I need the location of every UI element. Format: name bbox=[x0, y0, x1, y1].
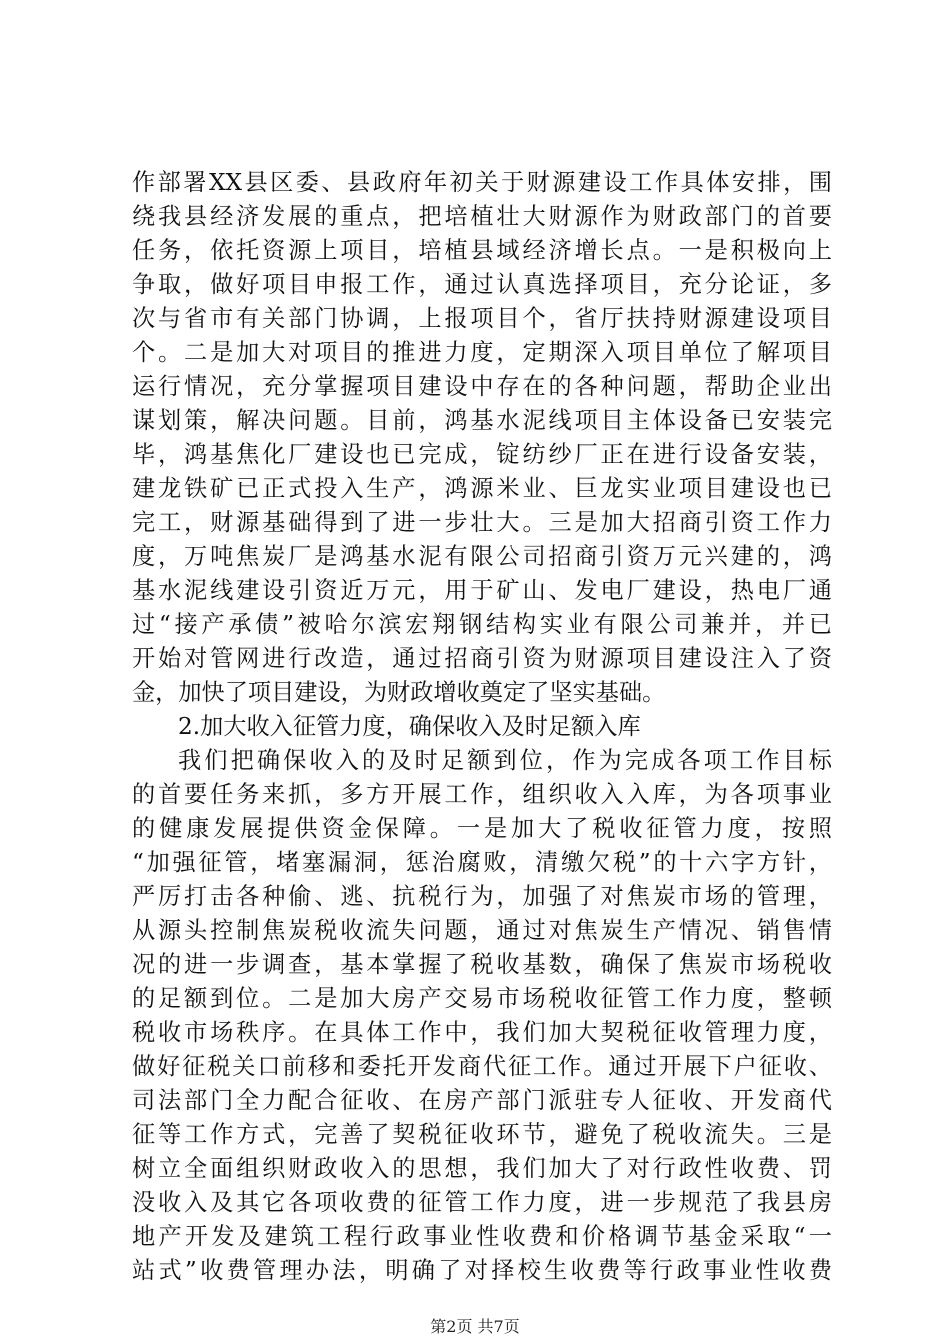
text-line: 树立全面组织财政收入的思想，我们加大了对行政性收费、罚 bbox=[132, 1155, 832, 1182]
text-line: 绕我县经济发展的重点，把培植壮大财源作为财政部门的首要 bbox=[132, 203, 832, 230]
text-line: 过“接产承债”被哈尔滨宏翔钢结构实业有限公司兼并，并已 bbox=[132, 611, 832, 638]
text-line: 税收市场秩序。在具体工作中，我们加大契税征收管理力度， bbox=[132, 1019, 832, 1046]
text-line: 作部署XX县区委、县政府年初关于财源建设工作具体安排，围 bbox=[132, 169, 832, 196]
text-line: 的健康发展提供资金保障。一是加大了税收征管力度，按照 bbox=[132, 815, 832, 842]
text-line: 个。二是加大对项目的推进力度，定期深入项目单位了解项目 bbox=[132, 339, 832, 366]
text-line: 严厉打击各种偷、逃、抗税行为，加强了对焦炭市场的管理， bbox=[132, 883, 832, 910]
text-line: 度，万吨焦炭厂是鸿基水泥有限公司招商引资万元兴建的，鸿 bbox=[132, 543, 832, 570]
text-line: 从源头控制焦炭税收流失问题，通过对焦炭生产情况、销售情 bbox=[132, 917, 832, 944]
text-line: 做好征税关口前移和委托开发商代征工作。通过开展下户征收、 bbox=[132, 1053, 832, 1080]
text-line: 谋划策，解决问题。目前，鸿基水泥线项目主体设备已安装完 bbox=[132, 407, 832, 434]
text-line: 我们把确保收入的及时足额到位，作为完成各项工作目标 bbox=[178, 747, 832, 774]
text-line: 征等工作方式，完善了契税征收环节，避免了税收流失。三是 bbox=[132, 1121, 832, 1148]
text-line: 没收入及其它各项收费的征管工作力度，进一步规范了我县房 bbox=[132, 1189, 832, 1216]
text-line: 站式”收费管理办法，明确了对择校生收费等行政事业性收费 bbox=[132, 1257, 832, 1284]
text-line: 的首要任务来抓，多方开展工作，组织收入入库，为各项事业 bbox=[132, 781, 832, 808]
page-number-footer: 第2页 共7页 bbox=[430, 1317, 520, 1336]
text-line: 金，加快了项目建设，为财政增收奠定了坚实基础。 bbox=[132, 679, 666, 706]
text-line: 的足额到位。二是加大房产交易市场税收征管工作力度，整顿 bbox=[132, 985, 832, 1012]
text-line: 运行情况，充分掌握项目建设中存在的各种问题，帮助企业出 bbox=[132, 373, 832, 400]
text-line: 完工，财源基础得到了进一步壮大。三是加大招商引资工作力 bbox=[132, 509, 832, 536]
text-line: 司法部门全力配合征收、在房产部门派驻专人征收、开发商代 bbox=[132, 1087, 832, 1114]
text-line: 毕，鸿基焦化厂建设也已完成，锭纺纱厂正在进行设备安装， bbox=[132, 441, 832, 468]
text-line: 次与省市有关部门协调，上报项目个，省厅扶持财源建设项目 bbox=[132, 305, 832, 332]
text-line: “加强征管，堵塞漏洞，惩治腐败，清缴欠税”的十六字方针， bbox=[132, 849, 832, 876]
text-line: 况的进一步调查，基本掌握了税收基数，确保了焦炭市场税收 bbox=[132, 951, 832, 978]
text-line: 建龙铁矿已正式投入生产，鸿源米业、巨龙实业项目建设也已 bbox=[132, 475, 832, 502]
text-line: 地产开发及建筑工程行政事业性收费和价格调节基金采取“一 bbox=[132, 1223, 832, 1250]
text-line: 争取，做好项目申报工作，通过认真选择项目，充分论证，多 bbox=[132, 271, 832, 298]
text-line: 基水泥线建设引资近万元，用于矿山、发电厂建设，热电厂通 bbox=[132, 577, 832, 604]
text-line: 任务，依托资源上项目，培植县域经济增长点。一是积极向上 bbox=[132, 237, 832, 264]
text-line: 开始对管网进行改造，通过招商引资为财源项目建设注入了资 bbox=[132, 645, 832, 672]
section-heading: 2.加大收入征管力度，确保收入及时足额入库 bbox=[178, 713, 641, 740]
